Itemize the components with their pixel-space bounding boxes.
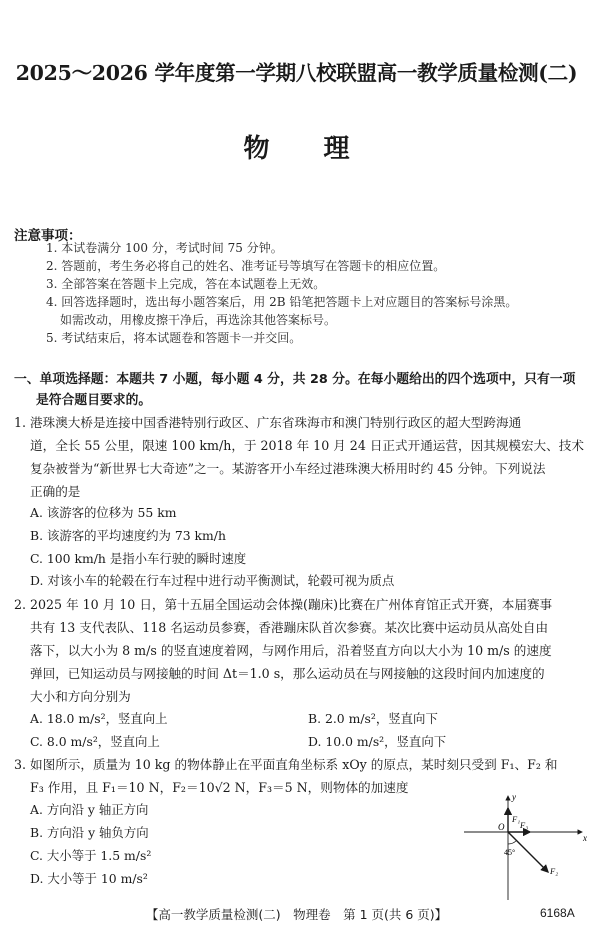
q3-option-b: B. 方向沿 y 轴负方向 bbox=[30, 825, 149, 840]
q2-option-c: C. 8.0 m/s²，竖直向上 bbox=[30, 734, 160, 749]
force-diagram bbox=[462, 790, 590, 902]
notice-item: 如需改动，用橡皮擦干净后，再选涂其他答案标号。 bbox=[60, 313, 337, 327]
notice-item: 2. 答题前，考生务必将自己的姓名、准考证号等填写在答题卡的相应位置。 bbox=[46, 259, 446, 273]
q3-option-c: C. 大小等于 1.5 m/s² bbox=[30, 848, 152, 863]
q1-stem-line: 1. 港珠澳大桥是连接中国香港特别行政区、广东省珠海市和澳门特别行政区的超大型跨海通 bbox=[14, 415, 522, 430]
q3-option-a: A. 方向沿 y 轴正方向 bbox=[30, 802, 149, 817]
notice-item: 4. 回答选择题时，选出每小题答案后，用 2B 铅笔把答题卡上对应题目的答案标号涂黑。 bbox=[46, 295, 518, 309]
section-heading-line: 一、单项选择题：本题共 7 小题，每小题 4 分，共 28 分。在每小题给出的四个选项中，只有一项 bbox=[14, 372, 576, 387]
q2-stem-line: 弹回，已知运动员与网接触的时间 Δt＝1.0 s，那么运动员在与网接触的这段时间内加速度的 bbox=[30, 666, 545, 681]
angle-arc bbox=[508, 841, 517, 845]
notice-item: 5. 考试结束后，将本试题卷和答题卡一并交回。 bbox=[46, 331, 302, 345]
force-f1-label: F₁ bbox=[512, 814, 521, 824]
origin-label: O bbox=[498, 822, 505, 832]
x-axis-label: x bbox=[583, 833, 587, 843]
subject-title: 物理 bbox=[243, 134, 404, 164]
notice-item: 3. 全部答案在答题卡上完成，答在本试题卷上无效。 bbox=[46, 277, 326, 291]
page-footer: 【高一教学质量检测(二) 物理卷 第 1 页(共 6 页)】 bbox=[145, 907, 448, 922]
q1-option-b: B. 该游客的平均速度约为 73 km/h bbox=[30, 528, 226, 543]
q2-stem-line: 共有 13 支代表队、118 名运动员参赛，香港蹦床队首次参赛。某次比赛中运动员从高处自由 bbox=[30, 620, 549, 635]
q3-stem-line: 3. 如图所示，质量为 10 kg 的物体静止在平面直角坐标系 xOy 的原点，某时刻只受到 F₁、F₂ 和 bbox=[14, 757, 558, 772]
q2-stem-line: 2. 2025 年 10 月 10 日，第十五届全国运动会体操(蹦床)比赛在广州体育馆正式开赛，本届赛事 bbox=[14, 597, 553, 612]
force-f2-label: F₂ bbox=[550, 866, 559, 876]
q3-stem-line: F₃ 作用，且 F₁＝10 N，F₂＝10√2 N，F₃＝5 N，则物体的加速度 bbox=[30, 780, 409, 795]
q2-option-b: B. 2.0 m/s²，竖直向下 bbox=[308, 711, 438, 726]
y-axis-label: y bbox=[512, 792, 516, 802]
q2-option-d: D. 10.0 m/s²，竖直向下 bbox=[308, 734, 447, 749]
q3-option-d: D. 大小等于 10 m/s² bbox=[30, 871, 148, 886]
notice-heading: 注意事项： bbox=[14, 228, 82, 244]
paper-code: 6168A bbox=[540, 906, 575, 920]
q1-stem-line: 正确的是 bbox=[30, 484, 81, 499]
q2-stem-line: 落下，以大小为 8 m/s 的竖直速度着网，与网作用后，沿着竖直方向以大小为 10 m/s 的速度 bbox=[30, 643, 552, 658]
q2-option-a: A. 18.0 m/s²，竖直向上 bbox=[30, 711, 168, 726]
exam-title: 2025～2026 学年度第一学期八校联盟高一教学质量检测(二) bbox=[15, 61, 578, 85]
q1-option-c: C. 100 km/h 是指小车行驶的瞬时速度 bbox=[30, 551, 247, 566]
q1-option-d: D. 对该小车的轮毂在行车过程中进行动平衡测试，轮毂可视为质点 bbox=[30, 573, 395, 588]
angle-label: 45° bbox=[504, 848, 516, 857]
q1-stem-line: 道，全长 55 公里，限速 100 km/h，于 2018 年 10 月 24 日正式开通运营，因其规模宏大、技术 bbox=[30, 438, 584, 453]
section-heading bbox=[14, 369, 575, 411]
q1-stem-line: 复杂被誉为“新世界七大奇迹”之一。某游客开小车经过港珠澳大桥用时约 45 分钟。下列说法 bbox=[30, 461, 546, 476]
q2-stem-line: 大小和方向分别为 bbox=[30, 689, 131, 704]
section-heading-line: 是符合题目要求的。 bbox=[36, 393, 152, 408]
q1-option-a: A. 该游客的位移为 55 km bbox=[30, 505, 177, 520]
force-f3-label: F₃ bbox=[520, 820, 529, 830]
notice-item: 1. 本试卷满分 100 分，考试时间 75 分钟。 bbox=[46, 241, 283, 255]
